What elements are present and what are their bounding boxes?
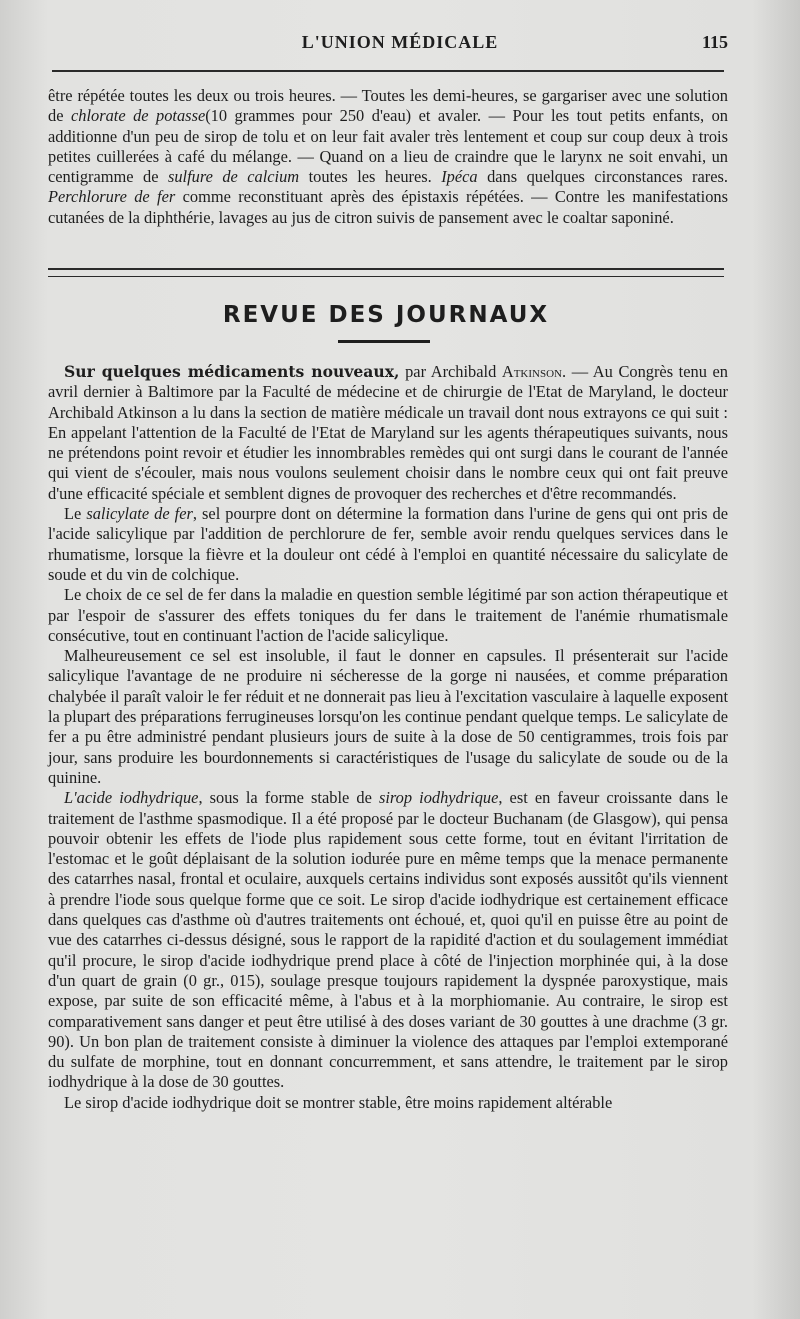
top-paragraph-block (48, 86, 728, 228)
running-title: L'UNION MÉDICALE (301, 32, 499, 52)
article-paragraph-5: L'acide iodhydrique, sous la forme stable de sirop iodhydrique, est en faveur croissante dans le traitement de l'asthme spasmodique. Il a été proposé par le docteur Buchanam (de Glasgow), qui pensa pouvoir obtenir les effets de l'iode plus rapidement sous cette forme, tout en évitant l'irritation de l'estomac et le goût déplaisant de la solution iodurée pure en même temps que la menace permanente des catarrhes nasal, frontal et oculaire, auxquels certains individus sont exposés aussitôt qu'ils viennent à prendre l'iode sous quelque forme que ce soit. Le sirop d'acide iodhydrique est certainement efficace dans quelques cas d'asthme où d'autres traitements ont échoué, et, quoi qu'il en puisse être au point de vue des catarrhes ci-dessus désigné, sous le rapport de la rapidité d'action et du soulagement immédiat qu'il procure, le sirop d'acide iodhydrique prend place à côté de l'injection morphinée qui, à la dose d'un quart de grain (0 gr., 015), soulage presque toujours rapidement la dyspnée paroxystique, mais expose, par suite de son efficacité même, à l'abus et à la morphiomanie. Au contraire, le sirop est comparativement sans danger et peut être utilisé à des doses variant de 30 gouttes à une drachme (3 gr. 90). Un bon plan de traitement consiste à diminuer la violence des attaques par l'emploi extemporané du sulfate de morphine, tout en donnant concurremment, et sans attendre, le traitement par le sirop iodhydrique à la dose de 30 gouttes. (48, 788, 729, 1092)
title-underline (338, 340, 430, 343)
article-heading: Sur quelques médicaments nouveaux, (64, 362, 400, 381)
article-body (48, 362, 728, 1113)
section-divider (48, 268, 724, 277)
author-name: Atkinson (501, 362, 562, 381)
article-paragraph-3: Le choix de ce sel de fer dans la maladie en question semble légitimé par son action thérapeutique et par l'espoir de s'assurer des effets toniques du fer dans le traitement de l'anémie rhumatismale consécutive, tout en continuant l'action de l'acide salicylique. (48, 585, 728, 645)
article-paragraph-4: Malheureusement ce sel est insoluble, il faut le donner en capsules. Il présenterait sur l'acide salicylique l'avantage de ne produire ni sécheresse de la gorge ni nausées, et comme préparation chalybée il paraît valoir le fer réduit et ne donnerait pas lieu à l'excitation vasculaire à laquelle exposent la plupart des préparations ferrugineuses lorsqu'on les continue pendant quelque temps. Le salicylate de fer a pu être administré pendant plusieurs jours de suite à la dose de 50 centigrammes, trois fois par jour, sans produire les bourdonnements si caractéristiques de l'usage du salicylate de soude ou de la quinine. (48, 646, 728, 787)
article-paragraph-2: Le salicylate de fer, sel pourpre dont on détermine la formation dans l'urine de gens qui ont pris de l'acide salicylique par l'addition de perchlorure de fer, semble avoir rendu quelques services dans le rhumatisme, lorsque la fièvre et la douleur ont cédé à l'emploi en quantité nécessaire du salicylate de soude et du vin de colchique. (48, 504, 728, 584)
page-number: 115 (701, 32, 728, 52)
page-header (0, 32, 800, 62)
continued-paragraph: être répétée toutes les deux ou trois heures. — Toutes les demi-heures, se gargariser avec une solution de chlorate de potasse(10 grammes pour 250 d'eau) et avaler. — Pour les tout petits enfants, on additionne d'un peu de sirop de tolu et on leur fait avaler très lentement et coup sur coup deux à trois petites cuillerées à café du mélange. — Quand on a lieu de craindre que le larynx ne soit envahi, un centigramme de sulfure de calcium toutes les heures. Ipéca dans quelques circonstances rares. Perchlorure de fer comme reconstituant après des épistaxis répétées. — Contre les manifestations cutanées de la diphthérie, lavages au jus de citron suivis de pansement avec le coaltar saponiné. (48, 86, 728, 227)
header-rule (52, 70, 724, 72)
article-paragraph-6: Le sirop d'acide iodhydrique doit se montrer stable, être moins rapidement altérable (64, 1092, 613, 1112)
article-paragraph-1: Sur quelques médicaments nouveaux, par Archibald Atkinson. — Au Congrès tenu en avril dernier à Baltimore par la Faculté de médecine et de chirurgie de l'Etat de Maryland, le docteur Archibald Atkinson a lu dans la section de matière médicale un travail dont nous extrayons ce qui suit : En appelant l'attention de la Faculté de l'Etat de Maryland sur les agents thérapeutiques suivants, nous ne prétendons point revoir et étudier les innombrables remèdes qui ont surgi dans le courant de l'année qui vient de s'écouler, mais nous voulons seulement choisir dans le nombre ceux qui ont fait preuve d'une efficacité spéciale et semblent dignes de provoquer des recherches et d'être recommandés. (48, 362, 728, 503)
section-title: REVUE DES JOURNAUX (222, 302, 550, 328)
